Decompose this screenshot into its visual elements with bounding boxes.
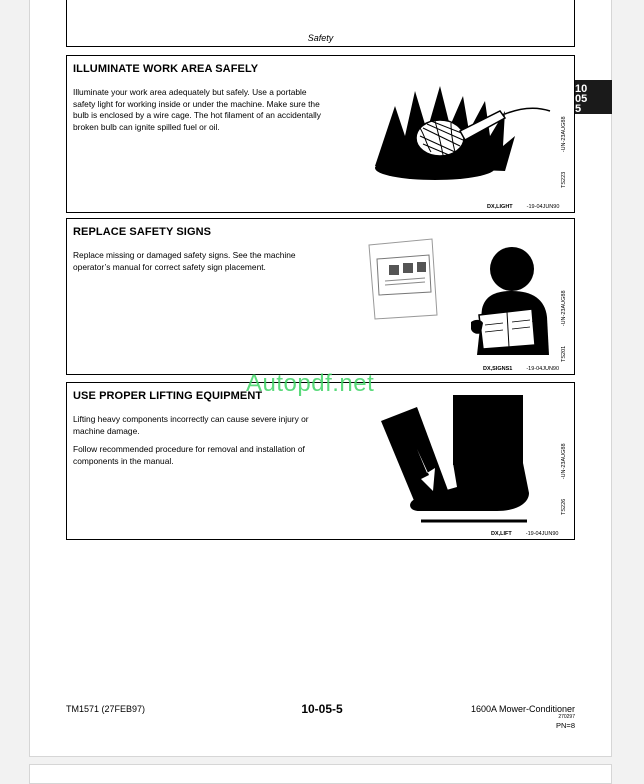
reference-line (491, 531, 559, 537)
footer-product (471, 704, 575, 730)
figure-code (561, 290, 567, 362)
section-title: Safety (307, 33, 334, 43)
section-header (66, 0, 575, 47)
safety-block-illuminate (66, 55, 575, 213)
safety-sign-illustration (367, 237, 557, 362)
reference-id: DX,LIFT (491, 531, 512, 537)
safety-block-lifting (66, 382, 575, 540)
figure-code (561, 443, 567, 515)
block-title: ILLUMINATE WORK AREA SAFELY (73, 63, 259, 75)
figure-date: -UN-23AUG88 (561, 443, 567, 480)
reference-id: DX,SIGNS1 (483, 366, 513, 372)
block-body (73, 414, 321, 474)
tab-line-3: 5 (575, 103, 582, 115)
figure-code (561, 116, 567, 188)
footer-product-name: 1600A Mower-Conditioner (470, 704, 575, 714)
work-light-illustration (365, 76, 565, 186)
reference-line (483, 366, 559, 372)
watermark-text: Autopdf.net (246, 370, 375, 397)
block-body (73, 87, 321, 140)
reference-date: -19-04JUN90 (526, 366, 560, 372)
block-paragraph: Replace missing or damaged safety signs. See the machine operator’s manual for correct safety sign placement. (73, 250, 296, 272)
block-title: USE PROPER LIFTING EQUIPMENT (73, 390, 263, 402)
block-paragraph: Follow recommended procedure for removal and installation of components in the manual. (73, 444, 305, 466)
figure-date: -UN-23AUG88 (561, 116, 567, 153)
block-title: REPLACE SAFETY SIGNS (73, 226, 212, 238)
footer-page-number: 10-05-5 (301, 702, 343, 716)
section-tab (574, 80, 612, 114)
figure-id: TS226 (561, 498, 567, 515)
figure-id: TS201 (561, 345, 567, 362)
footer-date-code: 270297 (558, 714, 575, 720)
block-paragraph: Lifting heavy components incorrectly can cause severe injury or machine damage. (73, 414, 309, 436)
block-body (73, 250, 321, 280)
reference-line (487, 204, 559, 210)
reference-date: -19-04JUN90 (526, 204, 560, 210)
figure-date: -UN-23AUG88 (561, 290, 567, 327)
reference-id: DX,LIGHT (487, 204, 513, 210)
footer-manual-id: TM1571 (27FEB97) (66, 704, 146, 714)
tab-line-1: 10 (575, 83, 588, 95)
tab-line-2: 05 (575, 93, 588, 105)
next-page-edge (29, 764, 612, 784)
reference-date: -19-04JUN90 (525, 531, 559, 537)
block-paragraph: Illuminate your work area adequately but safely. Use a portable safety light for working inside or under the machine. Make sure the bulb is enclosed by a wire cage. The hot filament of an accidentally broken bulb can ignite spilled fuel or oil. (73, 87, 321, 132)
safety-block-signs (66, 218, 575, 375)
footer-pn: PN=8 (556, 721, 575, 730)
lifting-illustration (377, 393, 562, 528)
figure-id: TS223 (561, 171, 567, 188)
